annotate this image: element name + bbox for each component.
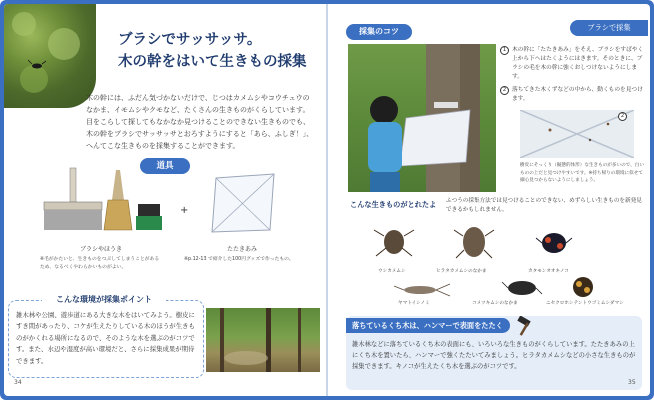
creature-label: カタモンオオキノコ — [528, 269, 569, 274]
environment-text: 雑木林や公園、遊歩道にある大きな木をはいてみよう。樹皮にすき間があったり、コケが生えたりしている木のほうが生きものがかくれる場所になるので、そのような木を選ぶのがコツです。また、水辺や湿度が高い環境だと、さらに採集成果が期待できます。 — [16, 311, 195, 365]
hammer-icon — [514, 316, 534, 336]
fungus-beetle-icon — [534, 228, 574, 258]
creatures-heading: こんな生きものがとれたよ — [350, 200, 437, 209]
brush-caption: ブラシやほうき — [79, 246, 122, 253]
creature-label: ウシカメムシ — [378, 269, 406, 274]
page-number-right: 35 — [628, 379, 636, 386]
net-note: ※p.12-13 で紹介した100円グッズで作ったもの。 — [184, 257, 294, 262]
tip1-number: 1 — [500, 46, 509, 55]
environment-heading: こんな環境が採集ポイント — [42, 293, 166, 307]
bristletail-icon — [392, 280, 452, 300]
page-title: ブラシでサッサッサ。 木の幹をはいて生きもの採集 — [118, 32, 307, 70]
debris-photo — [520, 110, 634, 158]
tools-label: 道具 — [140, 158, 190, 174]
tip2-text: 落ちてきた木くずなどの中から、動くものを見つけます。 — [512, 87, 643, 102]
creatures-subtitle: ふつうの採集方法では見つけることのできない、めずらしい生きものを新発見できるかもしれません。 — [446, 198, 642, 213]
creature-label: コメツキムシのなかま — [472, 301, 518, 306]
tip1-text: 木の幹に「たたきあみ」をそえ、ブラシをすばやく上から下へはたくようにはきます。そのときに、ブラシの毛を木の幹に強くおしつけないようにします。 — [512, 47, 644, 80]
forest-photo — [206, 308, 320, 372]
stink-bug-icon — [372, 224, 416, 260]
debris-caption: 樹皮にそっくり（擬態的体形）な生きものが多いので、白いものの上だと見つけやすいです。※持ち帰りの環境に似せて細心見つからないようにしましょう。 — [520, 163, 644, 184]
flat-bug-icon — [452, 222, 496, 262]
click-beetle-icon — [500, 276, 544, 300]
brush-broom-icon — [40, 166, 164, 232]
beating-net-icon — [208, 172, 278, 234]
tip2-number: 2 — [500, 86, 509, 95]
section-tab: ブラシで採集 — [570, 20, 648, 36]
page-number-left: 34 — [14, 379, 22, 386]
page-gutter — [326, 4, 328, 396]
net-caption: たたきあみ — [226, 246, 257, 253]
hammer-tip-heading: 落ちているくち木は、ハンマーで表面をたたく — [346, 318, 510, 333]
creature-label: ヤマトイシノミ — [398, 301, 430, 306]
intro-text: 木の幹には、ふだん気づかないだけで、じつはカメムシやコウチュウのなかま、イモムシやクモなど、たくさんの生きものがくらしています。目をこらして探してもなかなか見つけることのできない生きものでも、木の幹をブラシでサッサッサとおろすようにすると「あら、ふしぎ！」、へんてこな生きものを採集することができます。 — [86, 94, 314, 150]
plus-sign: + — [180, 205, 189, 216]
creature-label: ヒラタカメムシのなかま — [436, 269, 487, 274]
tips-label: 採集のコツ — [346, 24, 412, 40]
creature-label: ニセクロホシテントウゴミムシダマシ — [546, 301, 624, 306]
collecting-photo — [348, 44, 496, 192]
brush-note: ※毛がかたいと、生きものをつぶしてしまうことがあるため、なるべくやわらかいものがよい。 — [40, 257, 160, 270]
photo2-number: 2 — [618, 112, 627, 121]
darkling-beetle-icon — [566, 274, 600, 300]
hammer-tip-text: 雑木林などに落ちているくち木の表面にも、いろいろな生きものがくらしています。たたきあみの上にくち木を置いたら、ハンマーで強くたたいてみましょう。ヒラタカメムシなどの小さな生きものが採集できます。キノコが生えたくち木を選ぶのがコツです。 — [352, 341, 636, 371]
mossy-tree-photo — [4, 4, 96, 108]
